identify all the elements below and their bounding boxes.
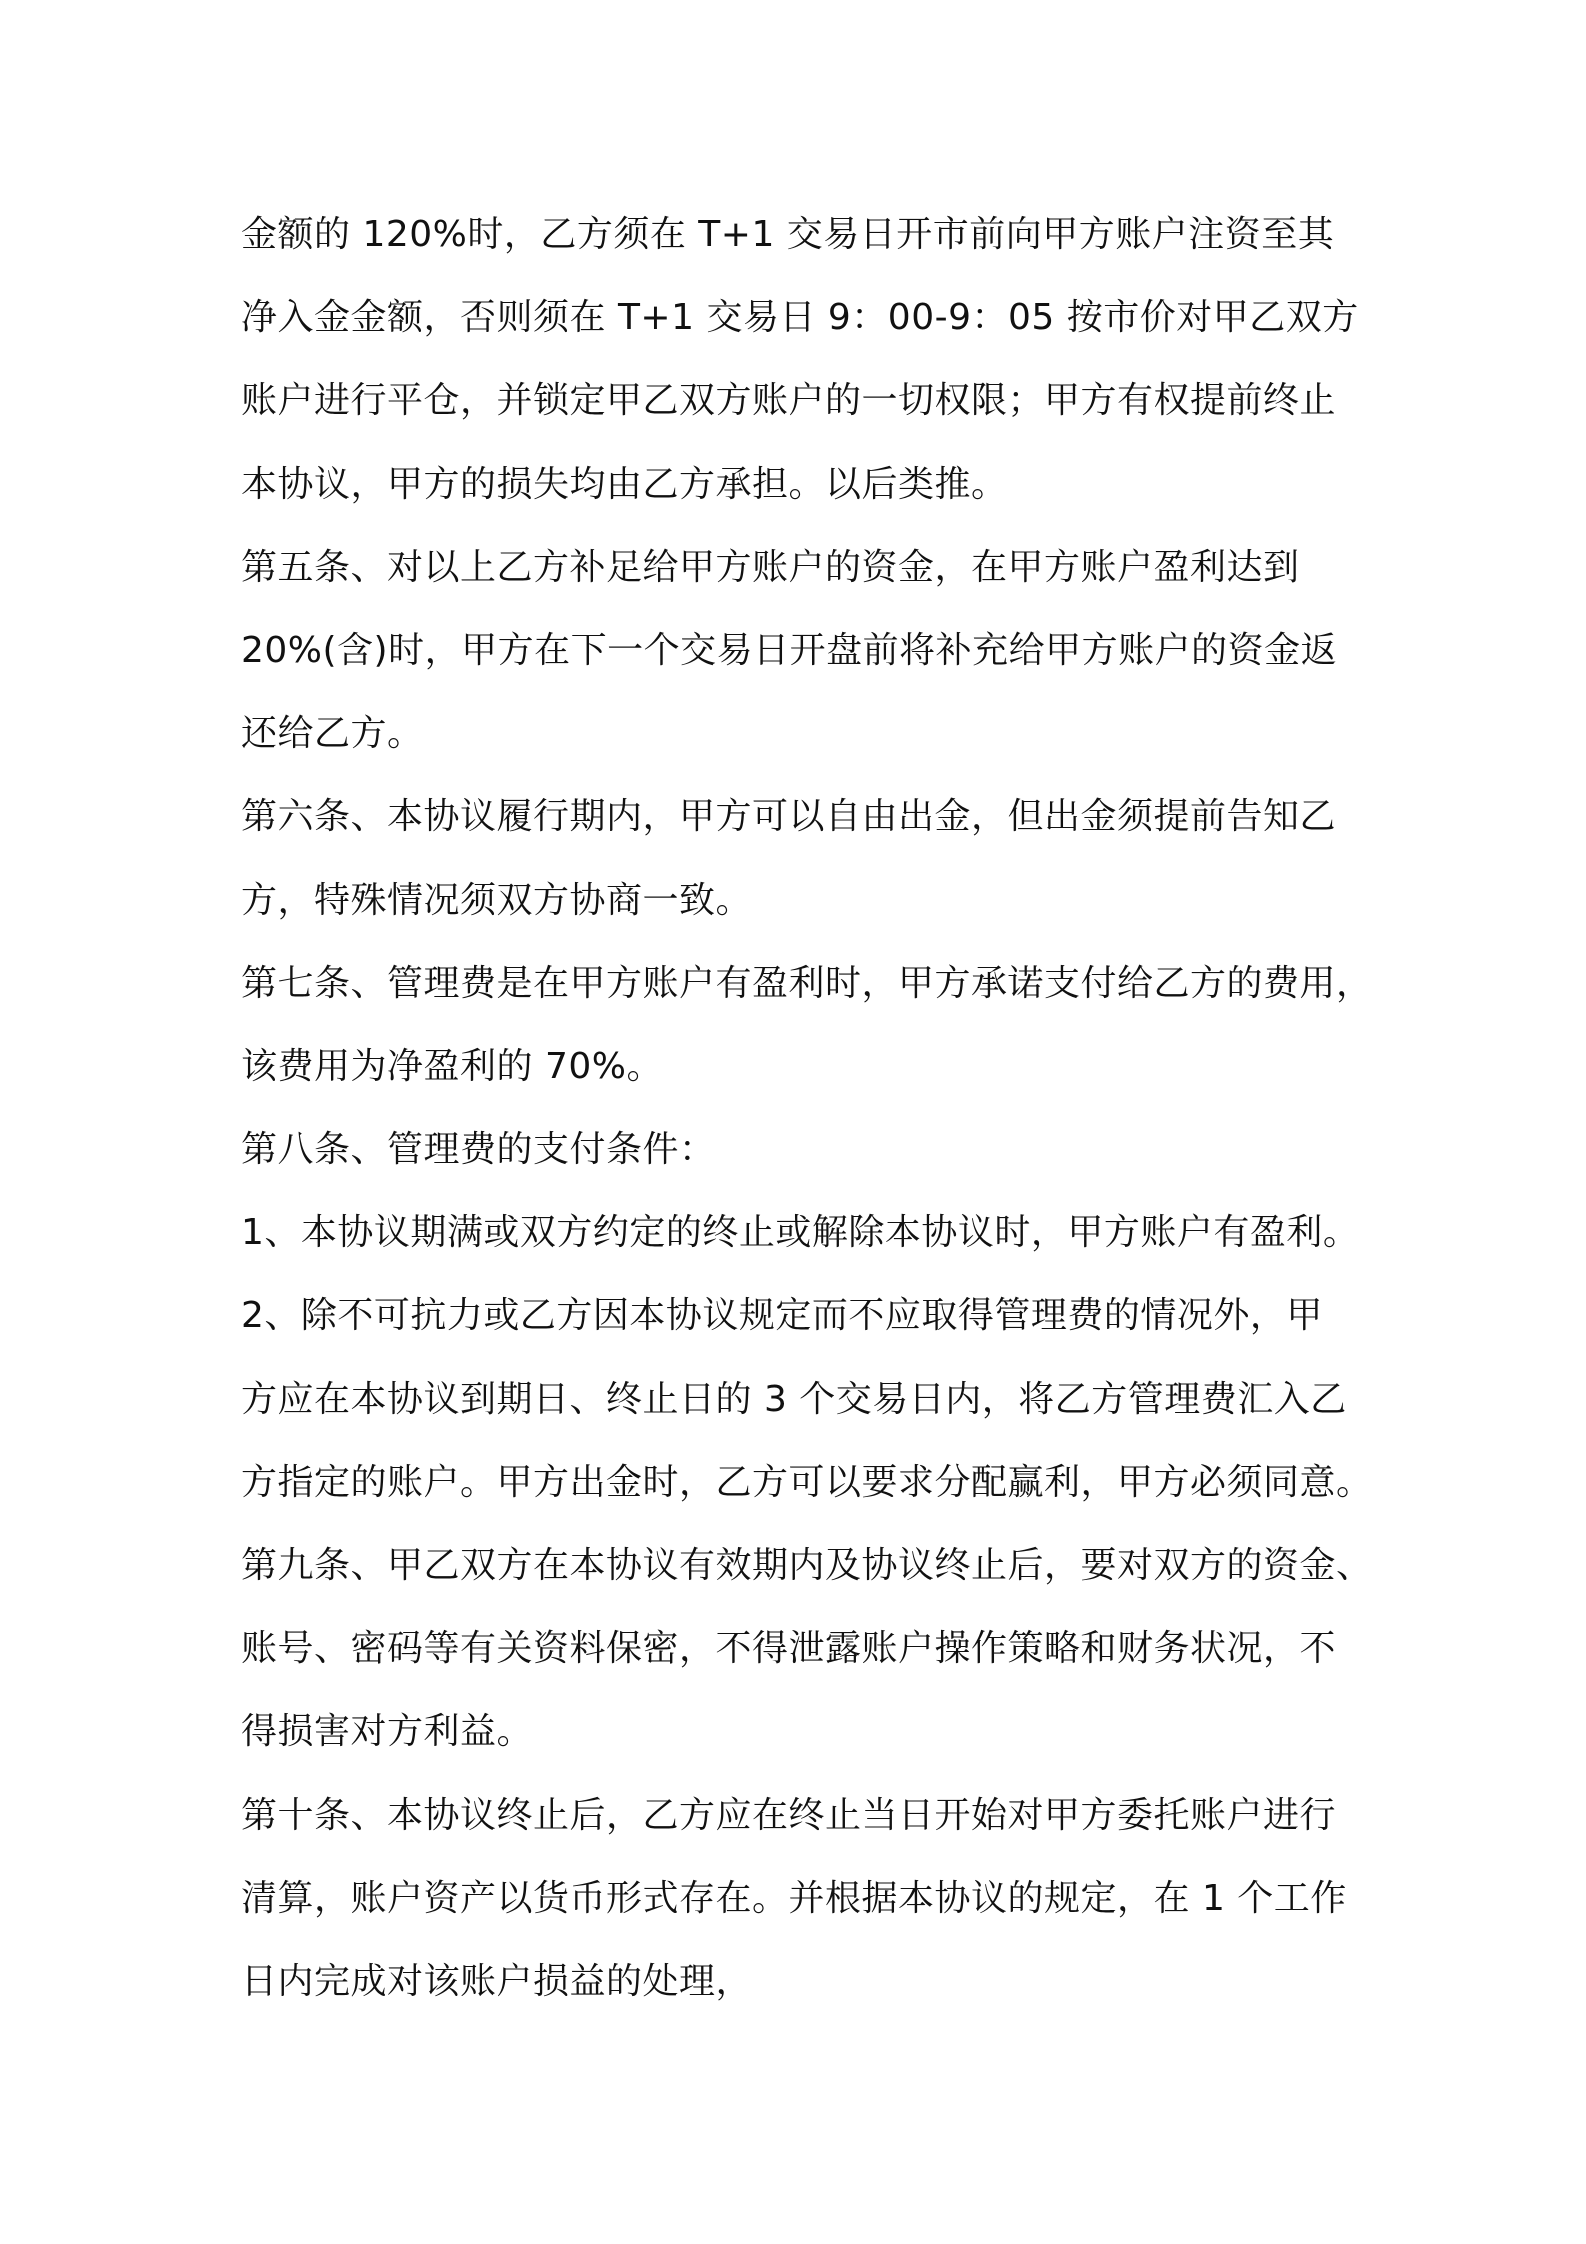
text-line: 第六条、本协议履行期内，甲方可以自由出金，但出金须提前告知乙 — [241, 796, 1337, 838]
text-line: 得损害对方利益。 — [241, 1711, 534, 1753]
text-line: 第八条、管理费的支付条件： — [241, 1129, 716, 1171]
text-line: 清算，账户资产以货币形式存在。并根据本协议的规定，在 1 个工作 — [241, 1877, 1347, 1919]
text-line: 第十条、本协议终止后，乙方应在终止当日开始对甲方委托账户进行 — [241, 1794, 1337, 1836]
text-line: 账户进行平仓，并锁定甲乙双方账户的一切权限；甲方有权提前终止 — [241, 380, 1337, 422]
text-line: 本协议，甲方的损失均由乙方承担。以后类推。 — [241, 463, 1008, 505]
text-line: 1、本协议期满或双方约定的终止或解除本协议时，甲方账户有盈利。 — [241, 1212, 1360, 1254]
text-line: 20%(含)时，甲方在下一个交易日开盘前将补充给甲方账户的资金返 — [241, 629, 1338, 671]
text-line: 2、除不可抗力或乙方因本协议规定而不应取得管理费的情况外，甲 — [241, 1295, 1323, 1337]
text-line: 还给乙方。 — [241, 713, 424, 755]
text-line: 第五条、对以上乙方补足给甲方账户的资金，在甲方账户盈利达到 — [241, 546, 1300, 588]
text-line: 第七条、管理费是在甲方账户有盈利时，甲方承诺支付给乙方的费用， — [241, 962, 1373, 1004]
text-line: 方，特殊情况须双方协商一致。 — [241, 879, 753, 921]
document-body — [241, 193, 1371, 2023]
text-line: 账号、密码等有关资料保密，不得泄露账户操作策略和财务状况，不 — [241, 1628, 1337, 1670]
text-line: 日内完成对该账户损益的处理， — [241, 1960, 753, 2002]
text-line: 该费用为净盈利的 70%。 — [241, 1045, 663, 1087]
text-line: 方指定的账户。甲方出金时，乙方可以要求分配赢利，甲方必须同意。 — [241, 1461, 1373, 1503]
text-line: 净入金金额，否则须在 T+1 交易日 9：00-9：05 按市价对甲乙双方 — [241, 297, 1359, 339]
text-line: 方应在本协议到期日、终止日的 3 个交易日内，将乙方管理费汇入乙 — [241, 1378, 1347, 1420]
text-line: 第九条、甲乙双方在本协议有效期内及协议终止后，要对双方的资金、 — [241, 1545, 1373, 1586]
text-line: 金额的 120%时，乙方须在 T+1 交易日开市前向甲方账户注资至其 — [241, 214, 1335, 255]
